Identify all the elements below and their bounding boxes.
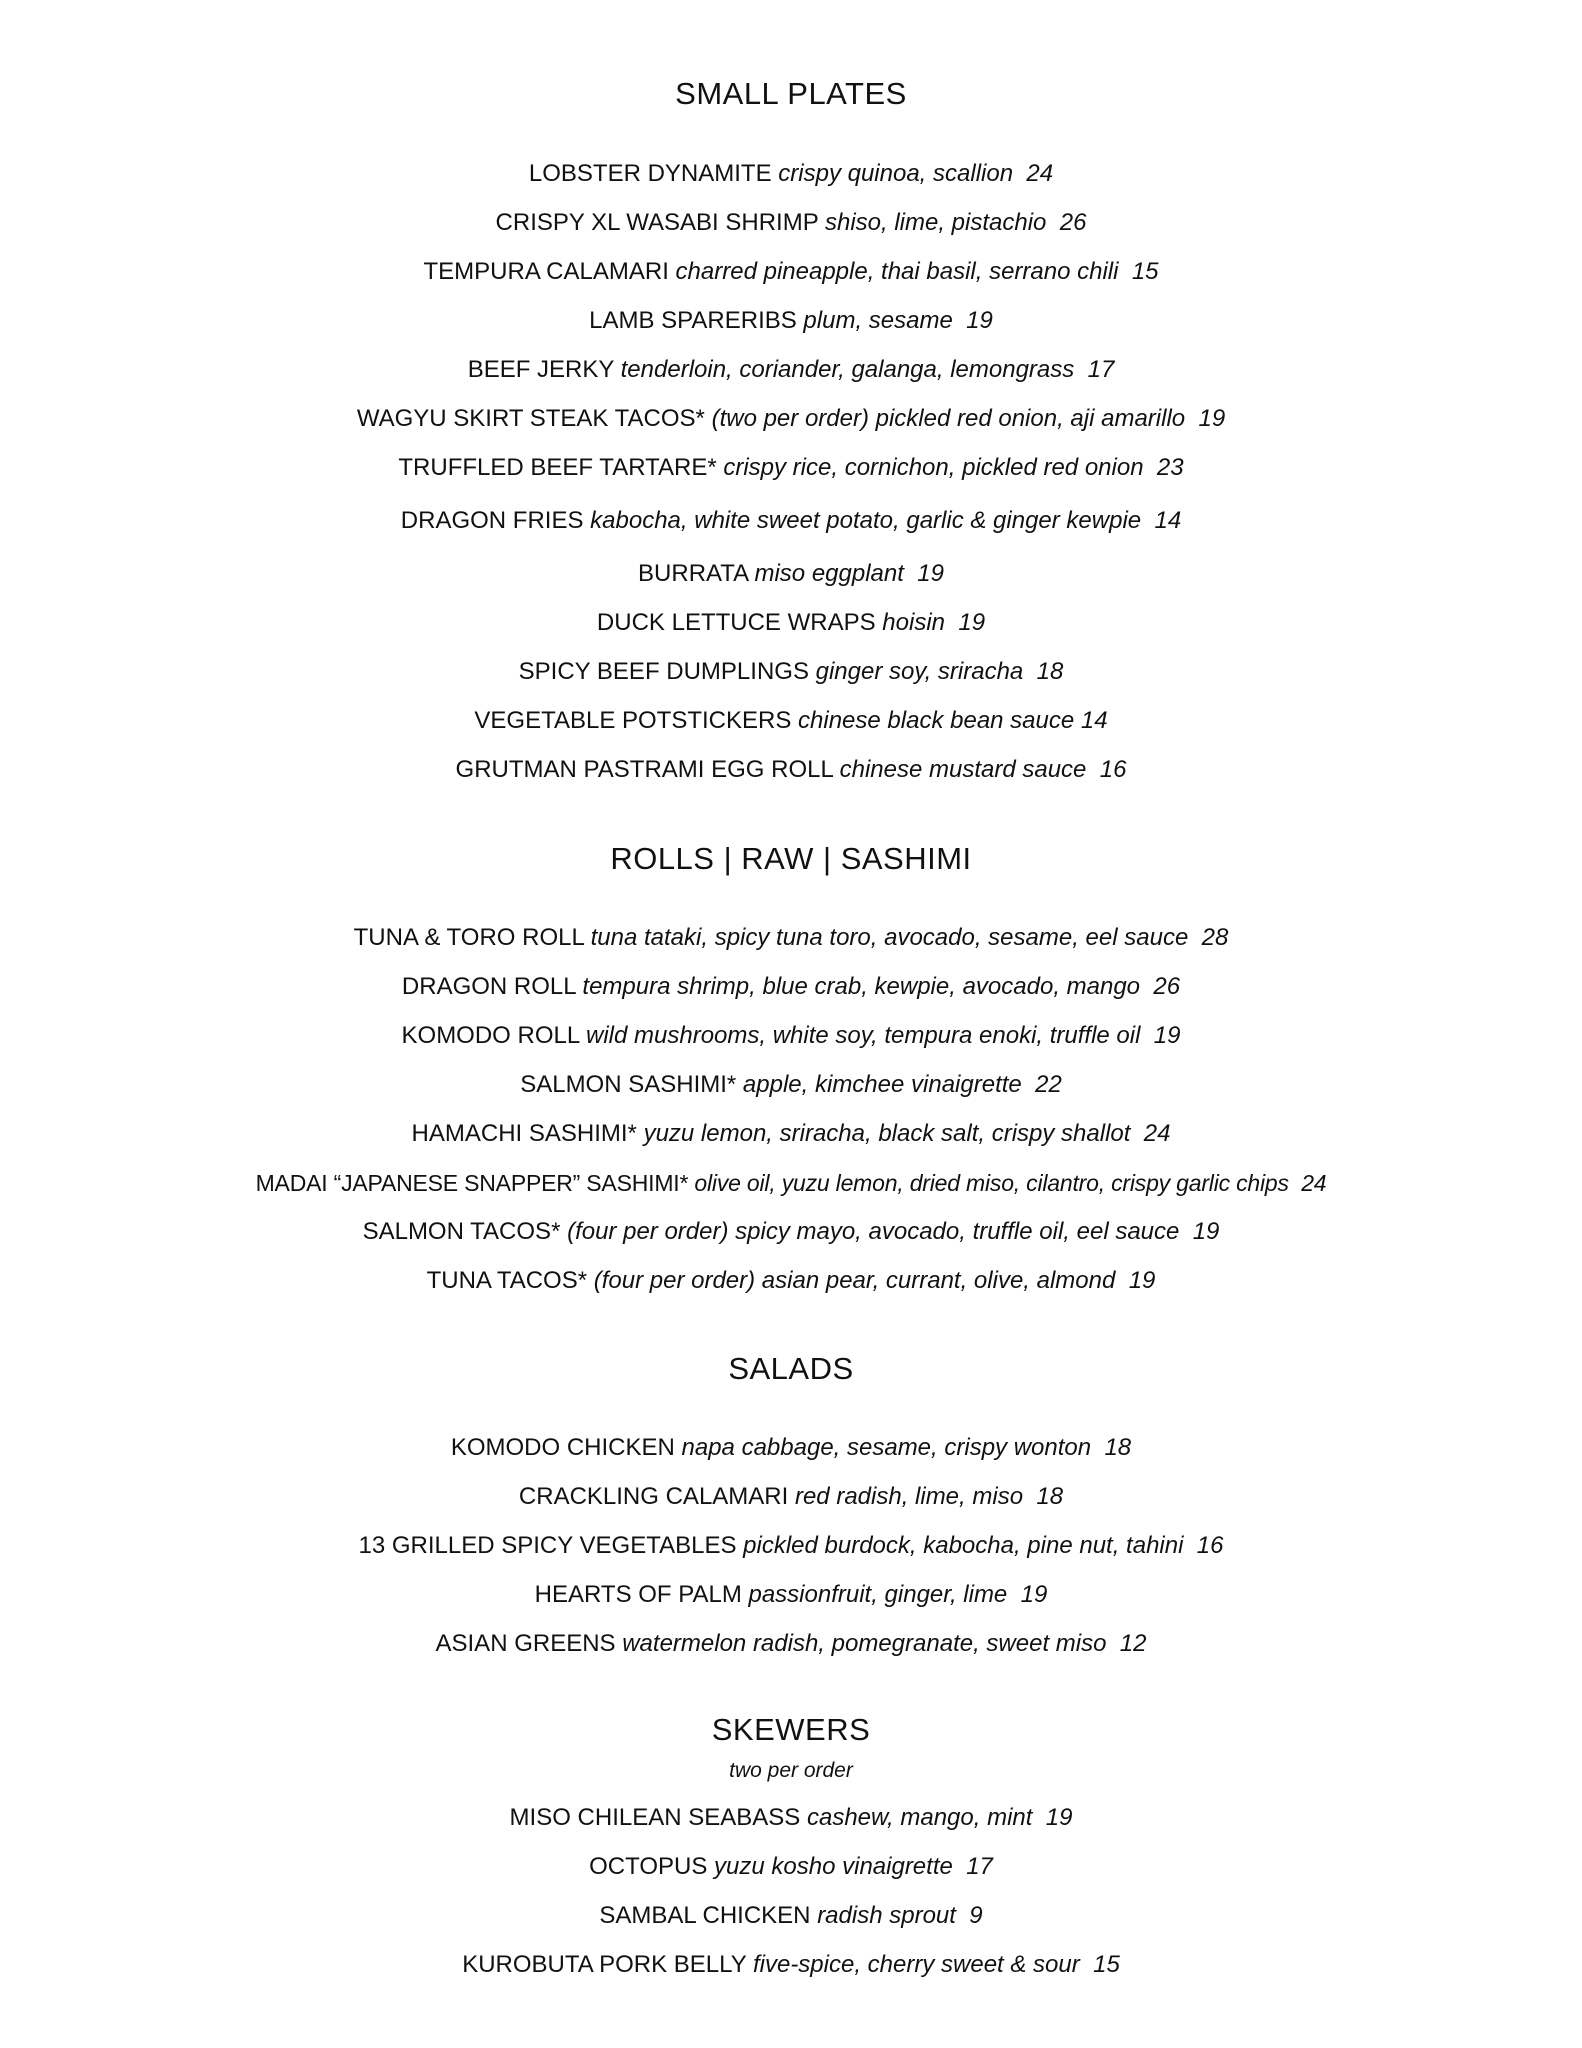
menu-item	[0, 754, 1582, 786]
item-price: 15	[1093, 1951, 1120, 1978]
item-price: 19	[966, 307, 993, 334]
item-name: DUCK LETTUCE WRAPS	[596, 609, 876, 636]
menu-item	[0, 354, 1582, 386]
menu-item	[0, 1949, 1582, 1981]
menu-item	[0, 1579, 1582, 1611]
item-name: MISO CHILEAN SEABASS	[509, 1804, 801, 1831]
item-price: 22	[1035, 1071, 1062, 1098]
item-name: WAGYU SKIRT STEAK TACOS*	[356, 405, 705, 432]
menu-item	[0, 256, 1582, 288]
item-name: CRACKLING CALAMARI	[518, 1483, 789, 1510]
item-price: 19	[1198, 405, 1226, 432]
item-description: five-spice, cherry sweet & sour	[752, 1951, 1080, 1978]
item-name: CRISPY XL WASABI SHRIMP	[495, 209, 819, 236]
item-description: yuzu lemon, sriracha, black salt, crispy shallot	[643, 1120, 1131, 1147]
menu-item	[0, 1900, 1582, 1932]
item-description: tuna tataki, spicy tuna toro, avocado, sesame, eel sauce	[590, 924, 1189, 951]
menu-item	[0, 1802, 1582, 1834]
item-name: SALMON TACOS*	[362, 1218, 561, 1245]
item-description: chinese black bean sauce	[798, 707, 1075, 734]
item-price: 17	[1087, 356, 1115, 383]
item-description: ginger soy, sriracha	[815, 658, 1024, 685]
item-name: LOBSTER DYNAMITE	[528, 160, 772, 187]
item-name: TEMPURA CALAMARI	[423, 258, 669, 285]
section-title-rolls-raw-sashimi: ROLLS | RAW | SASHIMI	[610, 841, 972, 876]
item-description: radish sprout	[817, 1902, 956, 1929]
item-price: 19	[1020, 1581, 1048, 1608]
item-description: watermelon radish, pomegranate, sweet miso	[622, 1630, 1107, 1657]
item-description: wild mushrooms, white soy, tempura enoki, truffle oil	[586, 1022, 1141, 1049]
section-title-small-plates: SMALL PLATES	[675, 76, 907, 111]
item-name: KUROBUTA PORK BELLY	[462, 1951, 747, 1978]
menu-item	[0, 1481, 1582, 1513]
menu-item	[0, 922, 1582, 954]
item-description: (four per order) spicy mayo, avocado, truffle oil, eel sauce	[567, 1218, 1180, 1245]
item-description: tenderloin, coriander, galanga, lemongrass	[620, 356, 1075, 383]
item-name: BURRATA	[638, 560, 748, 587]
item-description: charred pineapple, thai basil, serrano chili	[675, 258, 1119, 285]
item-price: 16	[1099, 756, 1127, 783]
item-name: MADAI “JAPANESE SNAPPER” SASHIMI*	[255, 1170, 689, 1196]
menu-item	[0, 1628, 1582, 1660]
item-description: crispy quinoa, scallion	[778, 160, 1014, 187]
item-price: 19	[958, 609, 986, 636]
menu-item	[0, 1265, 1582, 1297]
menu-item	[0, 656, 1582, 688]
item-description: apple, kimchee vinaigrette	[742, 1071, 1022, 1098]
item-description: tempura shrimp, blue crab, kewpie, avocado, mango	[582, 973, 1141, 1000]
item-price: 16	[1196, 1532, 1224, 1559]
item-description: chinese mustard sauce	[839, 756, 1087, 783]
item-name: HAMACHI SASHIMI*	[411, 1120, 637, 1147]
item-price: 26	[1153, 973, 1181, 1000]
item-name: TRUFFLED BEEF TARTARE*	[398, 454, 717, 481]
menu-item	[0, 305, 1582, 337]
item-name: BEEF JERKY	[467, 356, 614, 383]
item-description: hoisin	[882, 609, 946, 636]
item-description: yuzu kosho vinaigrette	[714, 1853, 953, 1880]
item-price: 23	[1156, 454, 1184, 481]
menu-item	[0, 207, 1582, 239]
item-name: LAMB SPARERIBS	[589, 307, 797, 334]
menu-item	[0, 158, 1582, 190]
menu-item	[0, 705, 1582, 737]
item-description: crispy rice, cornichon, pickled red onion	[723, 454, 1144, 481]
menu-item	[0, 452, 1582, 484]
item-description: pickled burdock, kabocha, pine nut, tahini	[743, 1532, 1184, 1559]
menu-item	[0, 1118, 1582, 1150]
item-price: 26	[1059, 209, 1087, 236]
item-price: 19	[917, 560, 944, 587]
menu-item	[0, 1020, 1582, 1052]
item-name: KOMODO CHICKEN	[450, 1434, 675, 1461]
item-price: 18	[1036, 1483, 1064, 1510]
item-name: HEARTS OF PALM	[534, 1581, 742, 1608]
item-name: SPICY BEEF DUMPLINGS	[518, 658, 809, 685]
item-price: 18	[1036, 658, 1064, 685]
item-description: napa cabbage, sesame, crispy wonton	[681, 1434, 1092, 1461]
item-name: 13 GRILLED SPICY VEGETABLES	[358, 1532, 737, 1559]
item-name: TUNA TACOS*	[426, 1267, 588, 1294]
item-name: VEGETABLE POTSTICKERS	[474, 707, 792, 734]
item-name: DRAGON FRIES	[400, 507, 584, 534]
item-description: red radish, lime, miso	[794, 1483, 1024, 1510]
menu-item	[0, 1530, 1582, 1562]
item-price: 18	[1104, 1434, 1132, 1461]
menu-item	[0, 1216, 1582, 1248]
menu-item	[0, 558, 1582, 590]
item-price: 9	[969, 1902, 983, 1929]
item-price: 24	[1143, 1120, 1171, 1147]
section-title-skewers: SKEWERS	[711, 1712, 871, 1747]
item-price: 24	[1026, 160, 1054, 187]
menu-item	[0, 403, 1582, 435]
item-description: (four per order) asian pear, currant, olive, almond	[593, 1267, 1116, 1294]
item-price: 12	[1119, 1630, 1147, 1657]
item-price: 14	[1154, 507, 1182, 534]
menu-item	[0, 1167, 1582, 1199]
item-name: SAMBAL CHICKEN	[599, 1902, 811, 1929]
item-name: OCTOPUS	[589, 1853, 708, 1880]
item-name: KOMODO ROLL	[401, 1022, 580, 1049]
item-description: olive oil, yuzu lemon, dried miso, cilantro, crispy garlic chips	[694, 1170, 1289, 1196]
menu-item	[0, 1432, 1582, 1464]
item-price: 14	[1080, 707, 1108, 734]
item-price: 15	[1131, 258, 1159, 285]
item-price: 28	[1201, 924, 1229, 951]
item-name: SALMON SASHIMI*	[520, 1071, 737, 1098]
item-price: 19	[1045, 1804, 1073, 1831]
item-description: cashew, mango, mint	[806, 1804, 1033, 1831]
menu-item	[0, 1851, 1582, 1883]
menu-item	[0, 607, 1582, 639]
item-name: ASIAN GREENS	[435, 1630, 616, 1657]
item-description: kabocha, white sweet potato, garlic & ginger kewpie	[590, 507, 1142, 534]
item-description: passionfruit, ginger, lime	[748, 1581, 1008, 1608]
item-price: 19	[1153, 1022, 1181, 1049]
item-description: shiso, lime, pistachio	[824, 209, 1047, 236]
item-price: 17	[966, 1853, 993, 1880]
item-description: (two per order) pickled red onion, aji amarillo	[711, 405, 1186, 432]
item-name: DRAGON ROLL	[401, 973, 576, 1000]
item-price: 19	[1128, 1267, 1156, 1294]
item-price: 19	[1192, 1218, 1220, 1245]
item-description: plum, sesame	[803, 307, 953, 334]
menu-item	[0, 971, 1582, 1003]
item-price: 24	[1301, 1170, 1327, 1196]
section-note: two per order	[729, 1759, 853, 1782]
item-name: TUNA & TORO ROLL	[353, 924, 584, 951]
section-title-salads: SALADS	[728, 1351, 854, 1386]
item-name: GRUTMAN PASTRAMI EGG ROLL	[455, 756, 833, 783]
menu-item	[0, 505, 1582, 537]
item-description: miso eggplant	[754, 560, 904, 587]
menu-item	[0, 1069, 1582, 1101]
